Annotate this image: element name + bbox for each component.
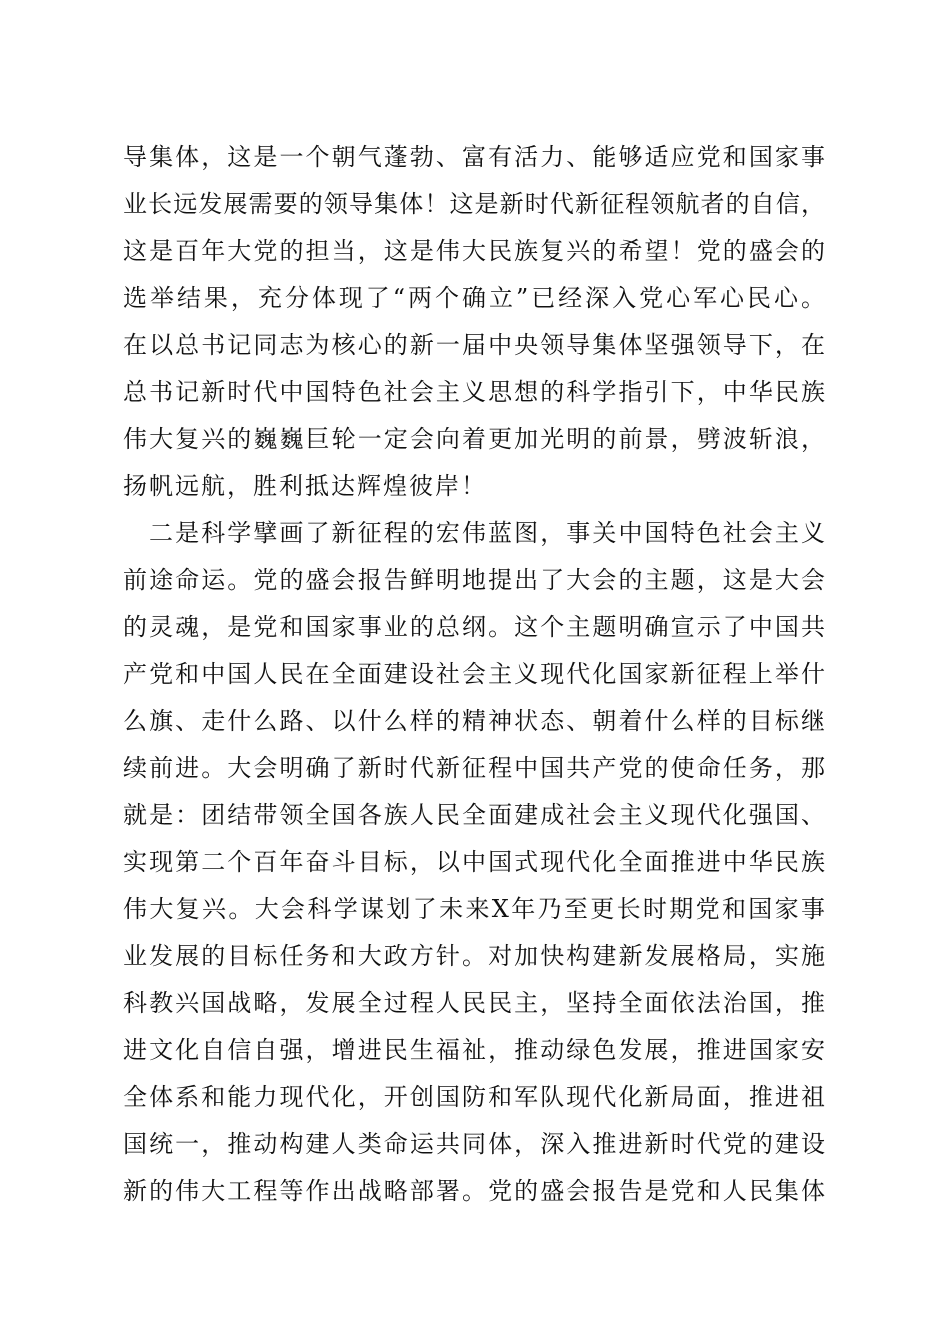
text-line: 前途命运。党的盛会报告鲜明地提出了大会的主题，这是大会 xyxy=(123,566,825,594)
text-line: 二是科学擘画了新征程的宏伟蓝图，事关中国特色社会主义 xyxy=(149,519,825,547)
text-line: 选举结果，充分体现了“两个确立”已经深入党心军心民心。 xyxy=(123,284,825,312)
text-line: 新的伟大工程等作出战略部署。党的盛会报告是党和人民集体 xyxy=(123,1177,825,1205)
text-line: 就是：团结带领全国各族人民全面建成社会主义现代化强国、 xyxy=(123,801,825,829)
text-line: 在以总书记同志为核心的新一届中央领导集体坚强领导下，在 xyxy=(123,331,825,359)
text-line: 么旗、走什么路、以什么样的精神状态、朝着什么样的目标继 xyxy=(123,707,825,735)
text-line: 全体系和能力现代化，开创国防和军队现代化新局面，推进祖 xyxy=(123,1083,825,1111)
text-line: 的灵魂，是党和国家事业的总纲。这个主题明确宣示了中国共 xyxy=(123,613,825,641)
text-line: 导集体，这是一个朝气蓬勃、富有活力、能够适应党和国家事 xyxy=(123,143,825,171)
text-line: 进文化自信自强，增进民生福祉，推动绿色发展，推进国家安 xyxy=(123,1036,825,1064)
paragraph-2 xyxy=(123,510,825,1215)
text-line: 扬帆远航，胜利抵达辉煌彼岸！ xyxy=(123,472,487,500)
text-line: 国统一，推动构建人类命运共同体，深入推进新时代党的建设 xyxy=(123,1130,825,1158)
text-line: 实现第二个百年奋斗目标，以中国式现代化全面推进中华民族 xyxy=(123,848,825,876)
text-line: 续前进。大会明确了新时代新征程中国共产党的使命任务，那 xyxy=(123,754,825,782)
text-line: 产党和中国人民在全面建设社会主义现代化国家新征程上举什 xyxy=(123,660,825,688)
document-page xyxy=(123,134,825,1215)
text-line: 总书记新时代中国特色社会主义思想的科学指引下，中华民族 xyxy=(123,378,825,406)
paragraph-1 xyxy=(123,134,825,510)
text-line: 伟大复兴。大会科学谋划了未来X年乃至更长时期党和国家事 xyxy=(123,895,825,923)
text-line: 科教兴国战略，发展全过程人民民主，坚持全面依法治国，推 xyxy=(123,989,825,1017)
text-line: 业发展的目标任务和大政方针。对加快构建新发展格局，实施 xyxy=(123,942,825,970)
text-line: 伟大复兴的巍巍巨轮一定会向着更加光明的前景，劈波斩浪， xyxy=(123,425,825,453)
text-line: 业长远发展需要的领导集体！这是新时代新征程领航者的自信， xyxy=(123,190,825,218)
text-line: 这是百年大党的担当，这是伟大民族复兴的希望！党的盛会的 xyxy=(123,237,825,265)
